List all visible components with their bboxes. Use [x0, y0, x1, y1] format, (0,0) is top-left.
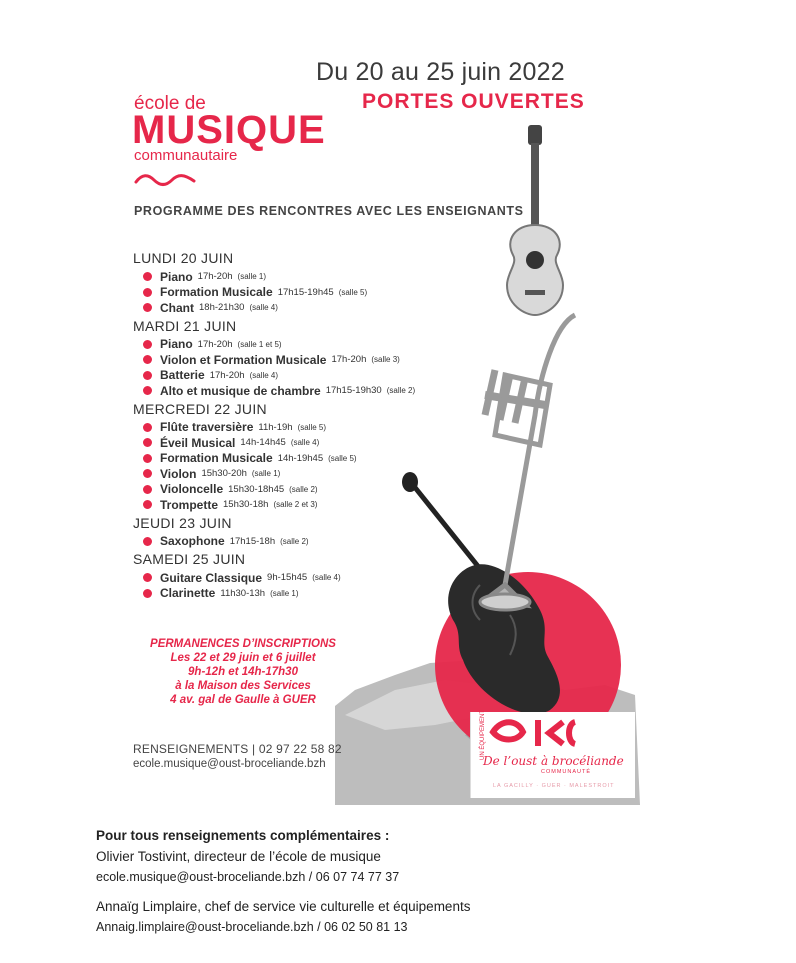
room-label: (salle 1): [237, 272, 266, 282]
logo-musique: MUSIQUE: [132, 108, 326, 152]
schedule-item: [143, 466, 463, 482]
instrument-name: Chant: [160, 300, 194, 315]
bullet-dot-icon: [143, 537, 152, 546]
room-label: (salle 5): [297, 422, 327, 432]
day-title: JEUDI 23 JUIN: [133, 514, 232, 531]
time-slot: 11h-19h: [258, 421, 293, 433]
schedule-item: [143, 497, 463, 513]
time-slot: 15h30-18h: [223, 499, 269, 511]
room-label: (salle 4): [290, 438, 320, 448]
schedule-item: [143, 420, 463, 436]
okc-towns: LA GACILLY · GUER · MALESTROIT: [493, 783, 615, 789]
room-label: (salle 2): [386, 386, 416, 396]
ukulele-shape: [507, 125, 563, 315]
time-slot: 18h-21h30: [199, 302, 245, 314]
portes-ouvertes-title: PORTES OUVERTES: [362, 90, 585, 113]
bullet-dot-icon: [143, 500, 152, 509]
contact1-name: Olivier Tostivint, directeur de l’école de musique: [96, 849, 381, 864]
permanences-block: [143, 637, 343, 707]
day-block: [133, 515, 463, 550]
instrument-name: Saxophone: [160, 534, 225, 549]
permanences-title: PERMANENCES D’INSCRIPTIONS: [150, 638, 336, 650]
instrument-name: Violon: [160, 466, 197, 481]
instrument-name: Trompette: [160, 497, 219, 512]
time-slot: 9h-15h45: [267, 572, 308, 584]
room-label: (salle 5): [338, 287, 368, 297]
permanences-address: 4 av. gal de Gaulle à GUER: [170, 694, 316, 706]
room-label: (salle 4): [249, 303, 278, 313]
contact2-details[interactable]: Annaig.limplaire@oust-broceliande.bzh / 06 02 50 81 13: [96, 920, 408, 934]
permanences-hours: 9h-12h et 14h-17h30: [188, 666, 298, 678]
logo-ecole-de: école de: [134, 93, 206, 114]
bullet-dot-icon: [143, 485, 152, 494]
permanences-dates: Les 22 et 29 juin et 6 juillet: [170, 652, 316, 664]
time-slot: 17h-20h: [197, 338, 233, 350]
time-slot: 17h15-19h30: [325, 385, 382, 397]
time-slot: 17h-20h: [209, 369, 245, 381]
contact2-name: Annaïg Limplaire, chef de service vie culturelle et équipements: [96, 899, 471, 914]
bullet-dot-icon: [143, 303, 152, 312]
time-slot: 11h30-13h: [220, 587, 266, 599]
instrument-name: Batterie: [160, 368, 205, 383]
okc-logo-block: [470, 709, 635, 798]
time-slot: 17h-20h: [331, 354, 367, 366]
instrument-name: Piano: [160, 337, 193, 352]
schedule-item: [143, 570, 463, 586]
footer-heading: Pour tous renseignements complémentaires :: [96, 828, 390, 843]
event-dates: Du 20 au 25 juin 2022: [316, 58, 565, 86]
bullet-dot-icon: [143, 340, 152, 349]
permanences-place: à la Maison des Services: [175, 680, 311, 692]
room-label: (salle 2): [289, 484, 318, 494]
schedule-item: [143, 368, 463, 384]
instrument-name: Violon et Formation Musicale: [160, 352, 327, 367]
contact1-details[interactable]: ecole.musique@oust-broceliande.bzh / 06 07 74 77 37: [96, 870, 400, 884]
room-label: (salle 2 et 3): [273, 500, 318, 510]
bullet-dot-icon: [143, 423, 152, 432]
time-slot: 17h15-18h: [229, 535, 276, 547]
schedule-item: [143, 451, 463, 467]
wave-icon: [134, 173, 196, 187]
bullet-dot-icon: [143, 589, 152, 598]
time-slot: 14h-19h45: [277, 452, 324, 464]
room-label: (salle 2): [280, 536, 309, 546]
instrument-name: Violoncelle: [160, 482, 224, 497]
renseignements-phone: RENSEIGNEMENTS | 02 97 22 58 82: [133, 742, 342, 756]
room-label: (salle 3): [371, 355, 400, 365]
instrument-name: Clarinette: [160, 586, 216, 601]
schedule-item: [143, 352, 463, 368]
room-label: (salle 4): [249, 370, 279, 380]
time-slot: 17h-20h: [197, 271, 233, 283]
instrument-name: Éveil Musical: [160, 435, 236, 450]
bullet-dot-icon: [143, 272, 152, 281]
room-label: (salle 1 et 5): [237, 339, 282, 349]
schedule-item: [143, 383, 463, 399]
time-slot: 17h15-19h45: [277, 286, 334, 298]
schedule-item: [143, 269, 463, 285]
time-slot: 15h30-20h: [201, 468, 247, 480]
renseignements-email[interactable]: ecole.musique@oust-broceliande.bzh: [133, 758, 326, 770]
instrument-name: Formation Musicale: [160, 451, 273, 466]
day-block: [133, 401, 463, 513]
day-block: [133, 551, 463, 601]
okc-logo-icon: [471, 714, 635, 754]
schedule-item: [143, 435, 463, 451]
instrument-name: Guitare Classique: [160, 570, 263, 585]
time-slot: 14h-14h45: [240, 437, 286, 449]
schedule-item: [143, 534, 463, 550]
time-slot: 15h30-18h45: [228, 483, 285, 495]
day-title: LUNDI 20 JUIN: [133, 250, 234, 266]
schedule-item: [143, 337, 463, 353]
bullet-dot-icon: [143, 438, 152, 447]
schedule-item: [143, 285, 463, 301]
day-title: MERCREDI 22 JUIN: [133, 400, 267, 417]
room-label: (salle 4): [312, 573, 341, 583]
footer-contacts: [96, 828, 470, 941]
bullet-dot-icon: [143, 386, 152, 395]
instrument-name: Formation Musicale: [160, 285, 273, 300]
logo-communautaire: communautaire: [134, 147, 238, 164]
bullet-dot-icon: [143, 355, 152, 364]
okc-communaute: COMMUNAUTÉ: [541, 769, 592, 775]
programme-title: PROGRAMME DES RENCONTRES AVEC LES ENSEIGNANTS: [134, 204, 524, 218]
bullet-dot-icon: [143, 573, 152, 582]
bullet-dot-icon: [143, 371, 152, 380]
day-title: SAMEDI 25 JUIN: [133, 551, 246, 567]
bullet-dot-icon: [143, 454, 152, 463]
day-block: [133, 250, 463, 316]
instrument-name: Alto et musique de chambre: [160, 383, 321, 398]
schedule-item: [143, 300, 463, 316]
room-label: (salle 1): [270, 588, 299, 598]
schedule-item: [143, 482, 463, 498]
okc-equipement-label: UN ÉQUIPEMENT: [480, 709, 487, 761]
instrument-name: Flûte traversière: [160, 420, 254, 435]
day-block: [133, 318, 463, 399]
bullet-dot-icon: [143, 288, 152, 297]
okc-name: De l’oust à brocéliande: [483, 754, 624, 768]
day-title: MARDI 21 JUIN: [133, 317, 237, 334]
instrument-name: Piano: [160, 269, 193, 284]
room-label: (salle 1): [251, 469, 281, 479]
schedule: [133, 250, 463, 603]
schedule-item: [143, 586, 463, 602]
bullet-dot-icon: [143, 469, 152, 478]
trumpet-shape: [480, 315, 575, 610]
room-label: (salle 5): [328, 453, 357, 463]
